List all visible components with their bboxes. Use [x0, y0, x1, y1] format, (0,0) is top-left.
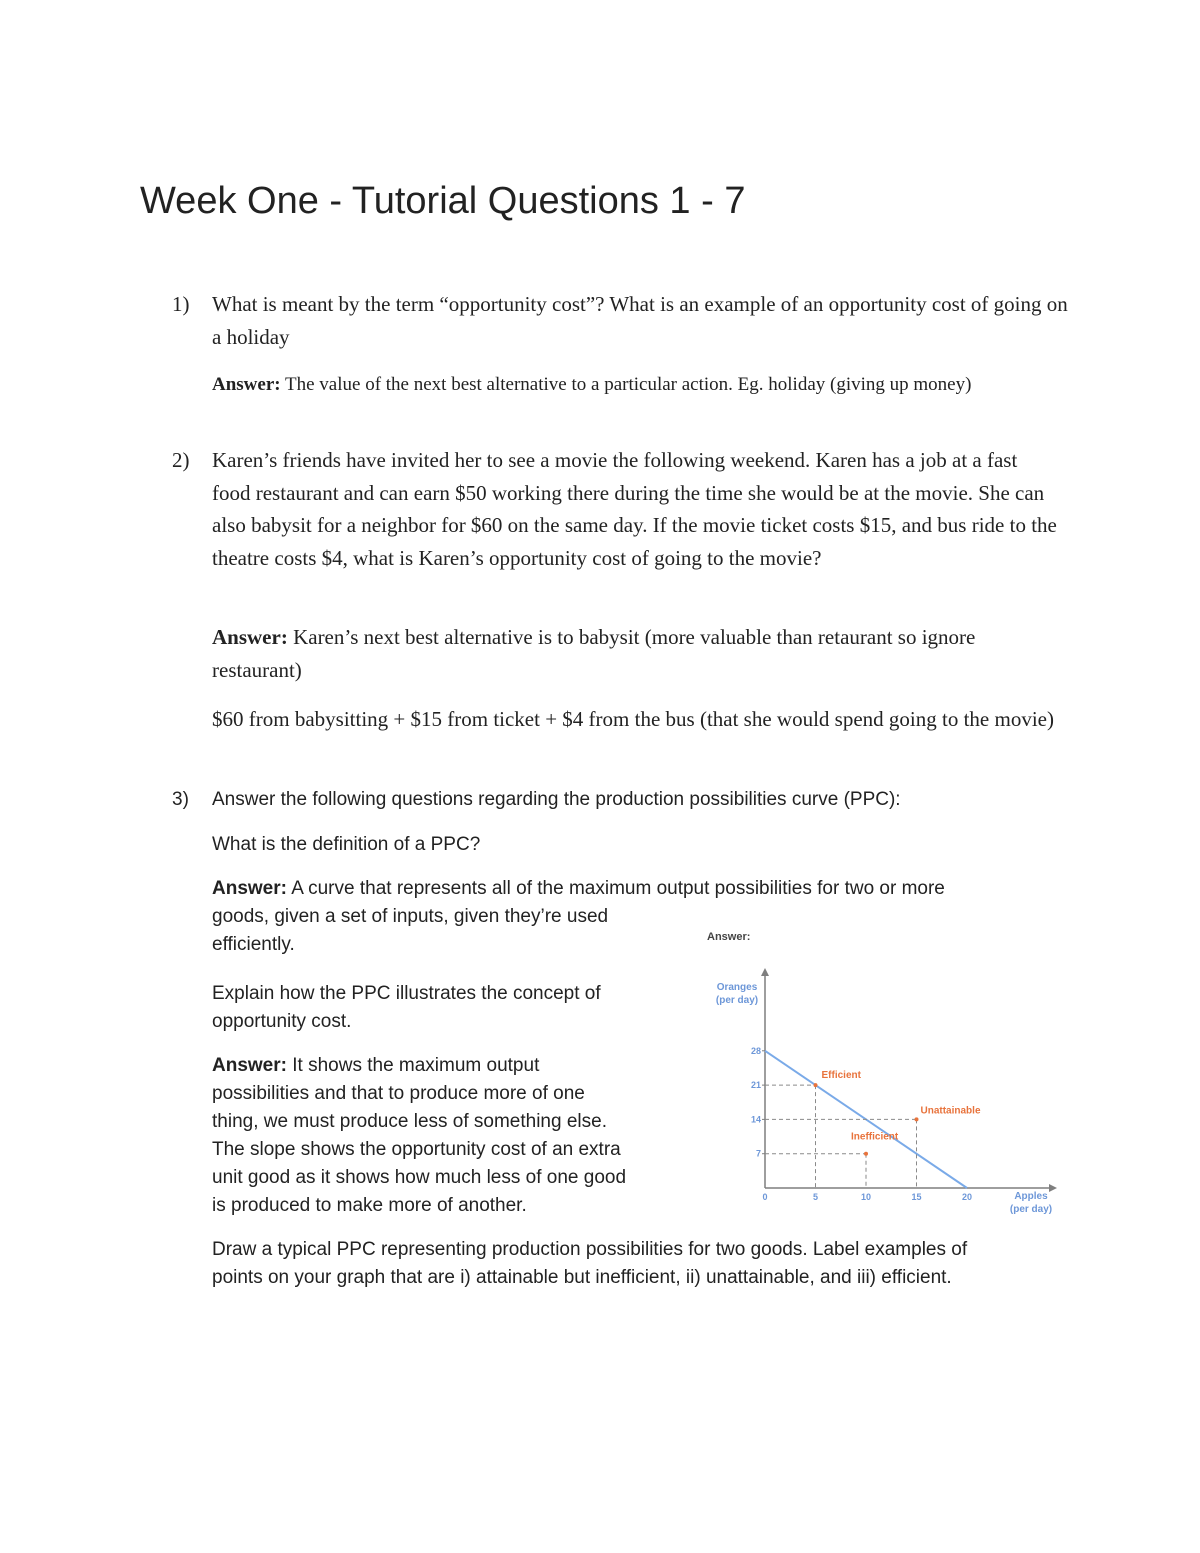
question-text: What is meant by the term “opportunity cost”? What is an example of an opportunity cost of going on a holiday [212, 292, 1068, 349]
question-text: Karen’s friends have invited her to see a movie the following weekend. Karen has a job at a fast food restaurant and can earn $50 working there during the time she would be at the movie. She can also babysit for a neighbor for $60 on the same day. If the movie ticket costs $15, and bus ride to the theatre costs $4, what is Karen’s opportunity cost of going to the movie? [212, 448, 1057, 570]
sub-question-opportunity-cost [212, 980, 601, 1036]
answer-line: unit good as it shows how much less of one good [212, 1167, 627, 1188]
x-axis-arrow [1049, 1184, 1057, 1192]
point-marker [915, 1117, 919, 1121]
x-tick-label: 10 [860, 1192, 872, 1202]
x-axis-label-unit: (per day) [1009, 1204, 1053, 1215]
y-tick-label: 14 [750, 1114, 761, 1125]
answer-line: A curve that represents all of the maximum output possibilities for two or more [286, 878, 945, 899]
answer-label: Answer: [212, 878, 287, 899]
answer-opportunity-cost [212, 1052, 626, 1220]
point-label: Efficient [821, 1070, 861, 1082]
answer-line: possibilities and that to produce more of one [212, 1083, 585, 1104]
ppc-chart [700, 925, 1070, 1225]
answer-label: Answer: [212, 1055, 287, 1076]
question-number: 2) [172, 448, 190, 472]
x-tick-label: 5 [812, 1192, 819, 1202]
y-tick-label: 28 [750, 1045, 761, 1056]
answer-text: The value of the next best alternative to a particular action. Eg. holiday (giving up money) [280, 374, 972, 395]
question-number: 3) [172, 789, 189, 810]
y-tick-label: 21 [750, 1080, 761, 1091]
point-label: Unattainable [920, 1105, 981, 1117]
answer-line: thing, we must produce less of something else. [212, 1111, 607, 1132]
x-tick-label: 15 [911, 1192, 922, 1202]
answer-label: Answer: [212, 625, 288, 649]
page-title: Week One - Tutorial Questions 1 - 7 [140, 180, 746, 222]
answer-line: It shows the maximum output [286, 1055, 540, 1076]
question-text: Answer the following questions regarding the production possibilities curve (PPC): [212, 789, 901, 810]
point-label: Inefficient [851, 1131, 899, 1143]
question-number: 1) [172, 292, 190, 316]
x-tick-label: 0 [762, 1192, 768, 1202]
y-axis-label-unit: (per day) [715, 995, 759, 1006]
point-marker [814, 1083, 818, 1087]
point-marker [864, 1152, 868, 1156]
answer-2-calculation: $60 from babysitting + $15 from ticket + $4 from the bus (that she would spend going to the movie) [212, 707, 1054, 731]
answer-1 [212, 370, 1032, 399]
y-axis-arrow [761, 968, 769, 976]
answer-2 [212, 621, 1032, 686]
sub-question-ppc-definition: What is the definition of a PPC? [212, 834, 481, 855]
y-axis-label: Oranges [716, 982, 758, 993]
question-line: Draw a typical PPC representing production possibilities for two goods. Label examples of [212, 1239, 968, 1260]
answer-line: is produced to make more of another. [212, 1195, 527, 1216]
x-tick-label: 20 [961, 1192, 973, 1202]
answer-line: efficiently. [212, 934, 295, 955]
sub-question-draw-ppc [212, 1236, 967, 1292]
y-tick-label: 7 [755, 1148, 761, 1159]
answer-line: goods, given a set of inputs, given they’re used [212, 906, 609, 927]
question-line: opportunity cost. [212, 1011, 352, 1032]
x-axis-label: Apples [1014, 1191, 1048, 1202]
question-line: Explain how the PPC illustrates the concept of [212, 983, 601, 1004]
chart-cropped-header: Answer: [707, 931, 751, 943]
answer-text: Karen’s next best alternative is to babysit (more valuable than retaurant so ignore restaurant) [212, 625, 976, 682]
answer-line: The slope shows the opportunity cost of an extra [212, 1139, 621, 1160]
question-line: points on your graph that are i) attainable but inefficient, ii) unattainable, and iii) efficient. [212, 1267, 952, 1288]
answer-label: Answer: [212, 374, 281, 395]
